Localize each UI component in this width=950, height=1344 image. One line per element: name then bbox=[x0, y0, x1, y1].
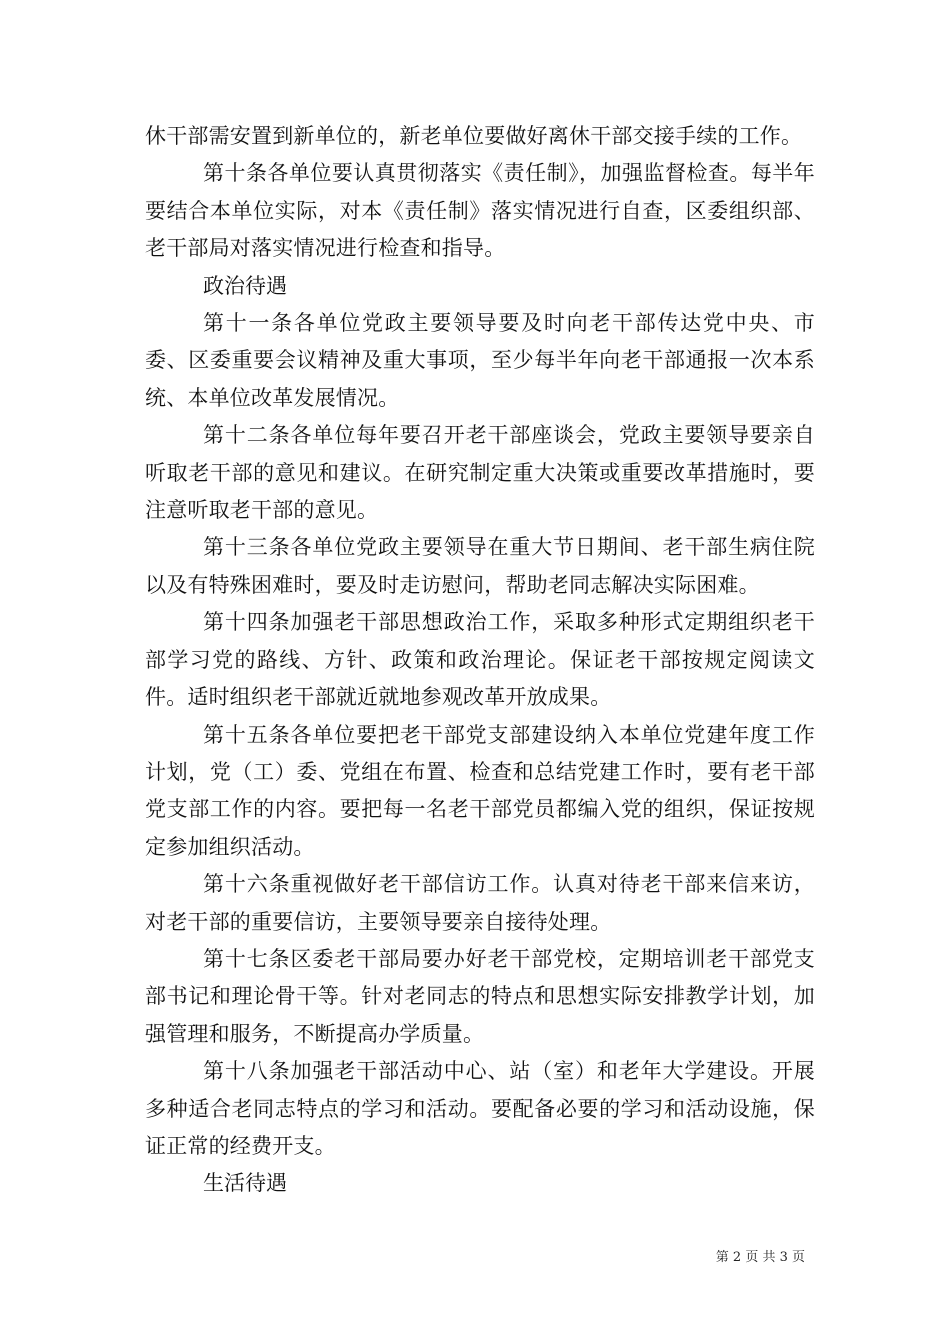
paragraph-article-14: 第十四条加强老干部思想政治工作，采取多种形式定期组织老干部学习党的路线、方针、政策和政治理论。保证老干部按规定阅读文件。适时组织老干部就近就地参观改革开放成果。 bbox=[145, 610, 815, 710]
paragraph-article-16: 第十六条重视做好老干部信访工作。认真对待老干部来信来访，对老干部的重要信访，主要领导要亲自接待处理。 bbox=[145, 872, 815, 934]
paragraph-article-12: 第十二条各单位每年要召开老干部座谈会，党政主要领导要亲自听取老干部的意见和建议。在研究制定重大决策或重要改革措施时，要注意听取老干部的意见。 bbox=[145, 423, 815, 523]
paragraph-article-10: 第十条各单位要认真贯彻落实《责任制》，加强监督检查。每半年要结合本单位实际，对本《责任制》落实情况进行自查，区委组织部、老干部局对落实情况进行检查和指导。 bbox=[145, 161, 815, 261]
section-heading-living-treatment: 生活待遇 bbox=[203, 1171, 287, 1196]
paragraph-article-15: 第十五条各单位要把老干部党支部建设纳入本单位党建年度工作计划，党（工）委、党组在布置、检查和总结党建工作时，要有老干部党支部工作的内容。要把每一名老干部党员都编入党的组织，保证按规定参加组织活动。 bbox=[145, 722, 815, 859]
paragraph-continuation: 休干部需安置到新单位的，新老单位要做好离休干部交接手续的工作。 bbox=[145, 124, 803, 148]
paragraph-article-13: 第十三条各单位党政主要领导在重大节日期间、老干部生病住院以及有特殊困难时，要及时走访慰问，帮助老同志解决实际困难。 bbox=[145, 535, 815, 597]
paragraph-article-17: 第十七条区委老干部局要办好老干部党校，定期培训老干部党支部书记和理论骨干等。针对老同志的特点和思想实际安排教学计划，加强管理和服务，不断提高办学质量。 bbox=[145, 946, 815, 1046]
section-heading-political-treatment: 政治待遇 bbox=[203, 273, 287, 298]
page-number-footer: 第 2 页 共 3 页 bbox=[715, 1250, 805, 1265]
paragraph-article-11: 第十一条各单位党政主要领导要及时向老干部传达党中央、市委、区委重要会议精神及重大事项，至少每半年向老干部通报一次本系统、本单位改革发展情况。 bbox=[145, 311, 815, 410]
paragraph-article-18: 第十八条加强老干部活动中心、站（室）和老年大学建设。开展多种适合老同志特点的学习和活动。要配备必要的学习和活动设施，保证正常的经费开支。 bbox=[145, 1059, 815, 1158]
document-body bbox=[145, 118, 815, 1203]
